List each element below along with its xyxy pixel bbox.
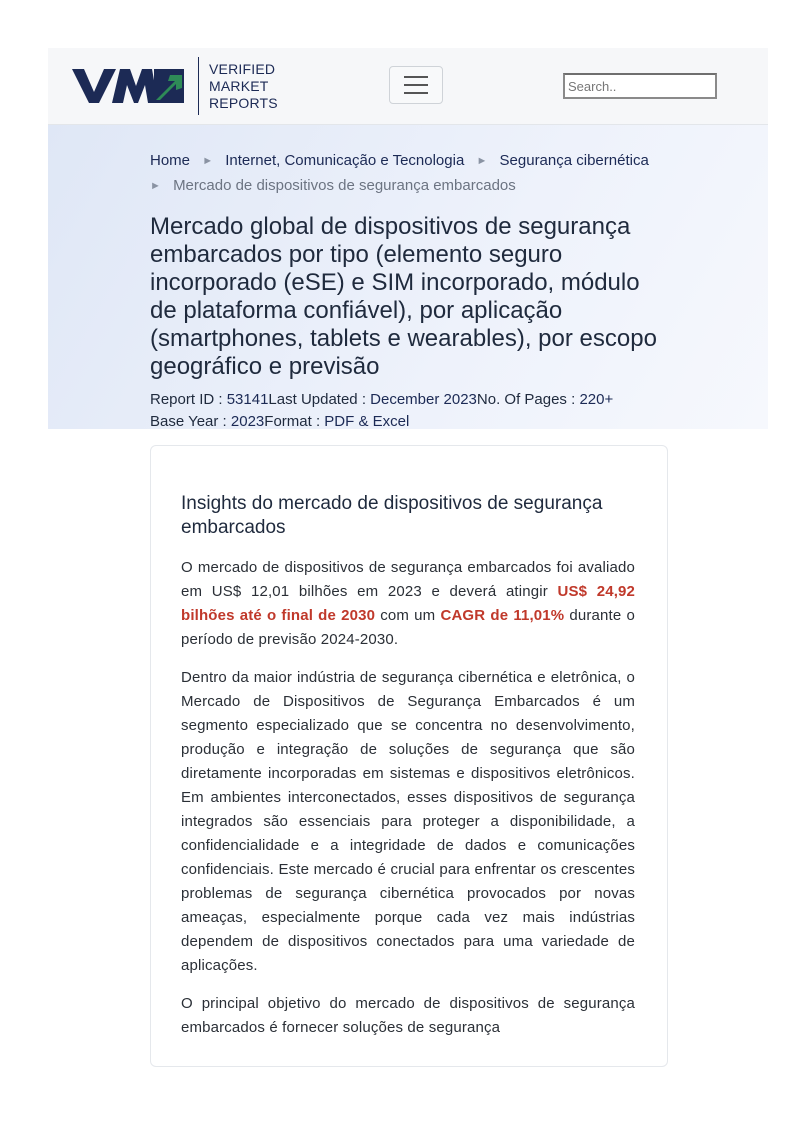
chevron-right-icon: ►	[476, 155, 488, 167]
logo[interactable]	[72, 56, 278, 116]
report-id-value: 53141	[226, 391, 269, 408]
chevron-right-icon: ►	[202, 155, 214, 167]
breadcrumb	[150, 149, 670, 199]
breadcrumb-home[interactable]: Home	[150, 152, 191, 169]
insights-content	[181, 492, 635, 1054]
insights-paragraph: O principal objetivo do mercado de dispositivos de segurança embarcados é fornecer soluções de segurança	[181, 995, 635, 1036]
page-title: Mercado global de dispositivos de segurança embarcados por tipo (elemento seguro incorporado (eSE) e SIM incorporado, módulo de plataforma confiável), por aplicação (smartphones, tablets e wearables), por escopo geográfico e previsão	[150, 213, 657, 380]
report-id-label: Report ID :	[150, 391, 227, 408]
insights-paragraph: Dentro da maior indústria de segurança cibernética e eletrônica, o Mercado de Dispositivos de Segurança Embarcados é um segmento especializado que se concentra no desenvolvimento, produção e integração de soluções de segurança que são diretamente incorporadas em sistemas e dispositivos eletrônicos. Em ambientes interconectados, esses dispositivos de segurança integrados são essenciais para proteger a disponibilidade, a confidencialidade e a integridade de dados e comunicações confidenciais. Este mercado é crucial para enfrentar os crescentes problemas de segurança cibernética provocados por novas ameaças, especialmente porque cada vez mais indústrias dependem de dispositivos conectados para uma variedade de aplicações.	[181, 669, 635, 974]
logo-line: REPORTS	[209, 94, 278, 111]
breadcrumb-subcategory[interactable]: Segurança cibernética	[499, 152, 649, 169]
page	[48, 48, 768, 1036]
format-value: PDF & Excel	[324, 413, 410, 430]
hamburger-menu-icon	[404, 84, 428, 86]
chevron-right-icon: ►	[150, 180, 161, 192]
highlight-cagr: CAGR de 11,01%	[440, 607, 565, 624]
breadcrumb-category[interactable]: Internet, Comunicação e Tecnologia	[225, 152, 465, 169]
logo-wordmark	[209, 61, 278, 112]
pages-value: 220+	[579, 391, 614, 408]
vmr-logo-icon	[72, 66, 184, 106]
insights-heading: Insights do mercado de dispositivos de segurança embarcados	[181, 493, 603, 538]
base-year-value: 2023	[230, 413, 265, 430]
pages-label: No. Of Pages :	[476, 391, 580, 408]
base-year-label: Base Year :	[150, 413, 231, 430]
logo-divider	[198, 57, 199, 115]
menu-toggle-button[interactable]	[389, 66, 443, 104]
breadcrumb-current: Mercado de dispositivos de segurança embarcados	[173, 177, 516, 194]
paragraph-text: com um	[375, 607, 441, 624]
site-header	[48, 48, 768, 125]
format-label: Format :	[264, 413, 325, 430]
hero-section	[48, 125, 768, 429]
report-meta	[150, 389, 670, 433]
paragraph-text: durante o período de previsão 2024-2030.	[181, 607, 635, 648]
last-updated-label: Last Updated :	[268, 391, 371, 408]
hero-content	[150, 149, 670, 433]
insights-paragraph	[181, 556, 635, 652]
hamburger-menu-icon	[404, 76, 428, 78]
highlight-market-value: US$ 24,92 bilhões até o final de 2030	[181, 583, 636, 624]
logo-line: VERIFIED	[209, 60, 276, 77]
insights-card	[150, 445, 668, 1067]
logo-line: MARKET	[209, 77, 269, 94]
search-input[interactable]	[563, 73, 717, 99]
paragraph-text: O mercado de dispositivos de segurança embarcados foi avaliado em US$ 12,01 bilhões em 2023 e deverá atingir	[181, 559, 635, 600]
hamburger-menu-icon	[404, 92, 428, 94]
last-updated-value: December 2023	[370, 391, 477, 408]
